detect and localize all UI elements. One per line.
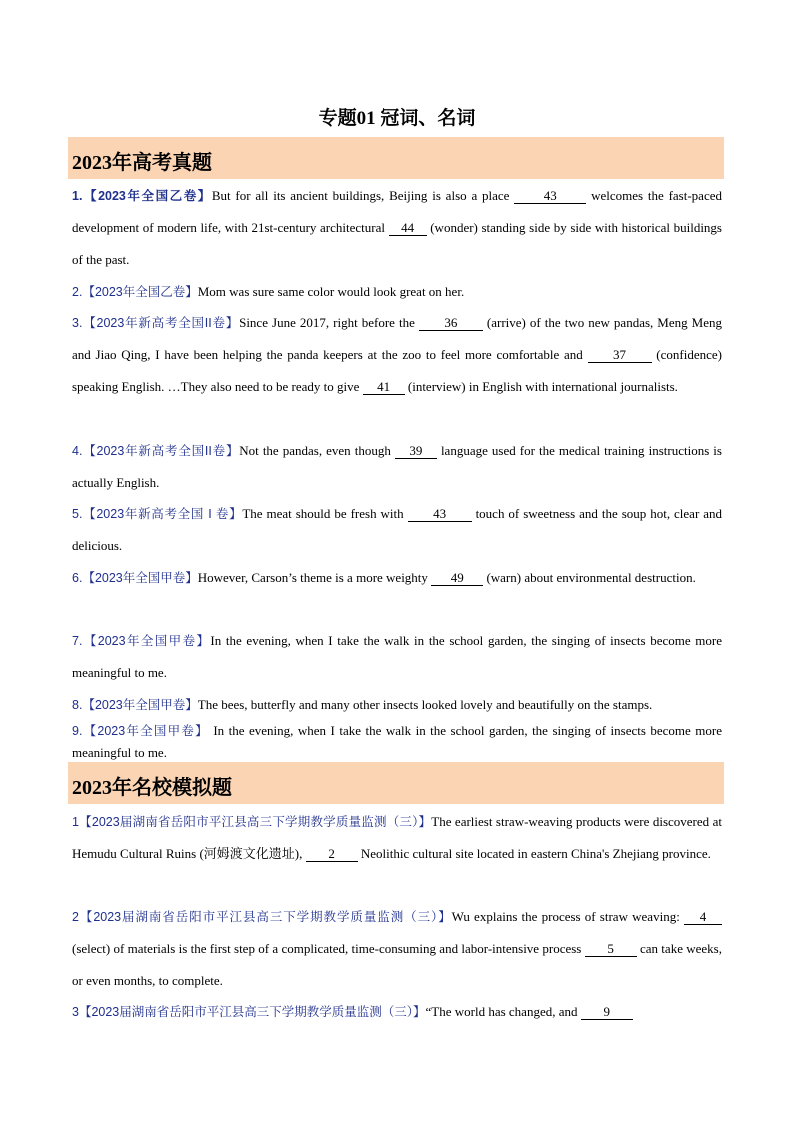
question-4: 4.【2023年新高考全国II卷】Not the pandas, even though 39 language used for the medical training instructions is actually English. (72, 443, 722, 490)
question-1: 1.【2023年全国乙卷】But for all its ancient buildings, Beijing is also a place 43 welcomes the fast-paced development of modern life, with 21st-century architectural 44 (wonder) standing side by side with historical buildings of the past. (72, 188, 722, 267)
answer-blank: 36 (419, 316, 483, 331)
section-title: 2023年名校模拟题 (72, 777, 232, 799)
question-3: 3.【2023年新高考全国II卷】Since June 2017, right before the 36 (arrive) of the two new pandas, Meng Meng and Jiao Qing, I have been helping the panda keepers at the zoo to feel more comfortable and 37 (confidence) speaking English. …They also need to be ready to give 41 (interview) in English with international journalists. (72, 315, 722, 394)
question-6: 6.【2023年全国甲卷】However, Carson’s theme is a more weighty 49 (warn) about environmental destruction. (72, 570, 696, 585)
section-header-mock (68, 762, 724, 804)
answer-blank: 5 (585, 942, 637, 957)
question-8: 8.【2023年全国甲卷】The bees, butterfly and many other insects looked lovely and beautifully on the stamps. (72, 697, 653, 712)
mock-question-3: 3【2023届湖南省岳阳市平江县高三下学期教学质量监测（三）】“The world has changed, and 9 (72, 996, 722, 1028)
page-title: 专题01 冠词、名词 (318, 108, 476, 129)
answer-blank: 39 (395, 444, 437, 459)
answer-blank: 37 (588, 348, 652, 363)
question-7: 7.【2023年全国甲卷】In the evening, when I take the walk in the school garden, the singing of insects become more meaningful to me. (72, 633, 723, 680)
section-title: 2023年高考真题 (72, 152, 212, 174)
answer-blank: 44 (389, 221, 427, 236)
question-9: 9.【2023年全国甲卷】 In the evening, when I take the walk in the school garden, the singing of insects become more meaningful to me. (72, 723, 722, 760)
section-header-gaokao (68, 137, 724, 179)
answer-blank: 9 (581, 1005, 633, 1020)
answer-blank: 41 (363, 380, 405, 395)
answer-blank: 49 (431, 571, 483, 586)
mock-question-2: 2【2023届湖南省岳阳市平江县高三下学期教学质量监测（三）】Wu explains the process of straw weaving: 4(select) of materials is the first step of a complicated, time-consuming and labor-intensive process 5 can take weeks, or even months, to complete. (72, 909, 722, 988)
answer-blank: 4 (684, 910, 722, 925)
question-2: 2.【2023年全国乙卷】Mom was sure same color would look great on her. (72, 284, 465, 299)
answer-blank: 2 (306, 847, 358, 862)
question-5: 5.【2023年新高考全国 I 卷】The meat should be fresh with 43 touch of sweetness and the soup hot, clear and delicious. (72, 506, 723, 553)
mock-question-1: 1【2023届湖南省岳阳市平江县高三下学期教学质量监测（三）】The earliest straw-weaving products were discovered at Hemudu Cultural Ruins (河姆渡文化遗址), 2 Neolithic cultural site located in eastern China's Zhejiang province. (72, 814, 722, 861)
answer-blank: 43 (408, 507, 472, 522)
answer-blank: 43 (514, 189, 586, 204)
